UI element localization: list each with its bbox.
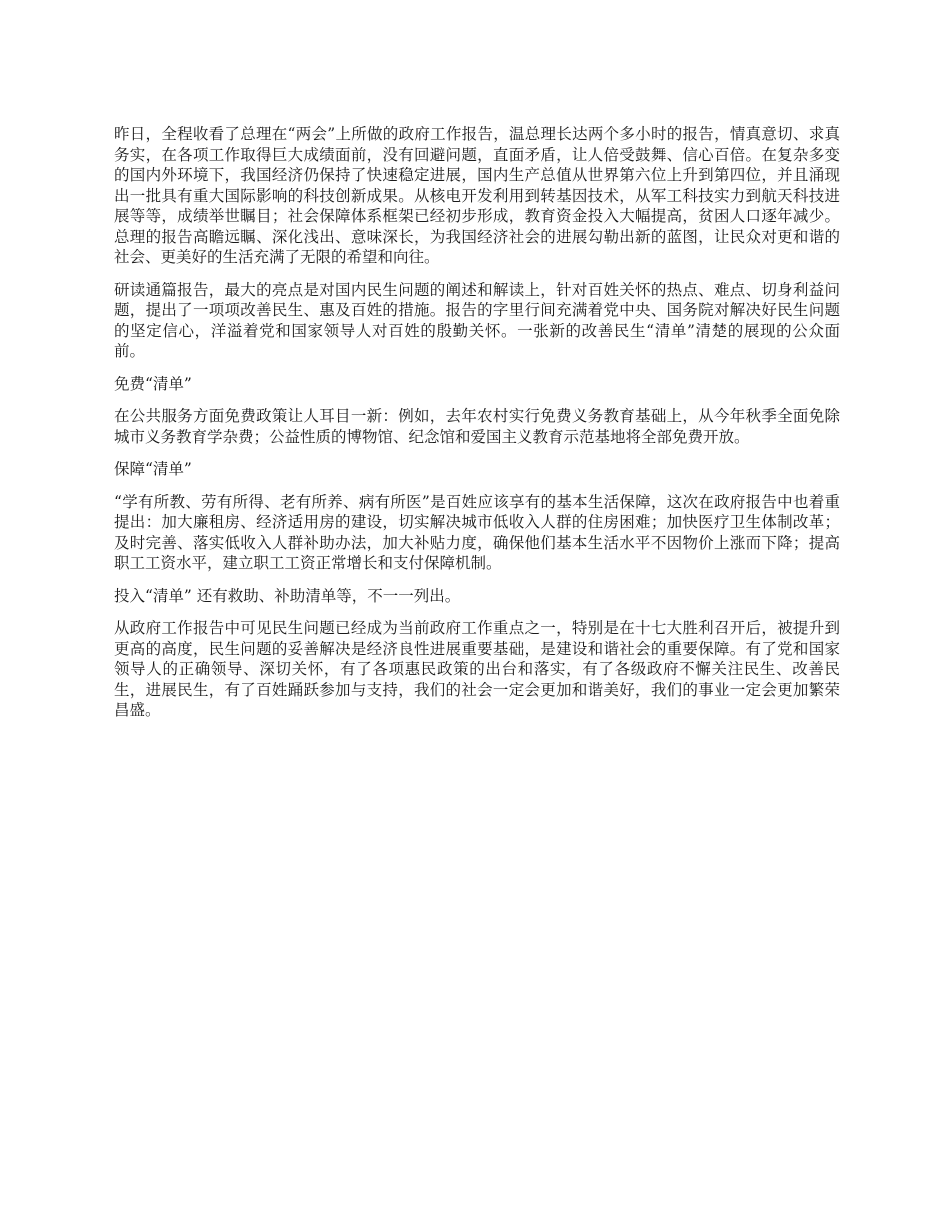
section-heading-guarantee-list: 保障“清单” [114, 460, 192, 478]
document-body [114, 124, 840, 733]
paragraph-conclusion: 从政府工作报告中可见民生问题已经成为当前政府工作重点之一，特别是在十七大胜利召开后，被提升到更高的高度，民生问题的妥善解决是经济良性进展重要基础，是建设和谐社会的重要保障。有了党和国家领导人的正确领导、深切关怀，有了各项惠民政策的出台和落实，有了各级政府不懈关注民生、改善民生，进展民生，有了百姓踊跃参加与支持，我们的社会一定会更加和谐美好，我们的事业一定会更加繁荣昌盛。 [114, 619, 840, 719]
paragraph-intro: 昨日，全程收看了总理在“两会”上所做的政府工作报告，温总理长达两个多小时的报告，情真意切、求真务实，在各项工作取得巨大成绩面前，没有回避问题，直面矛盾，让人倍受鼓舞、信心百倍。在复杂多变的国内外环境下，我国经济仍保持了快速稳定进展，国内生产总值从世界第六位上升到第四位，并且涌现出一批具有重大国际影响的科技创新成果。从核电开发利用到转基因技术，从军工科技实力到航天科技进展等等，成绩举世瞩目；社会保障体系框架已经初步形成，教育资金投入大幅提高，贫困人口逐年减少。总理的报告高瞻远瞩、深化浅出、意味深长，为我国经济社会的进展勾勒出新的蓝图，让民众对更和谐的社会、更美好的生活充满了无限的希望和向往。 [114, 125, 840, 266]
section-heading-free-list: 免费“清单” [114, 374, 192, 393]
paragraph-guarantee-list: “学有所教、劳有所得、老有所养、病有所医”是百姓应该享有的基本生活保障，这次在政府报告中也着重提出：加大廉租房、经济适用房的建设，切实解决城市低收入人群的住房困难；加快医疗卫生体制改革；及时完善、落实低收入人群补助办法，加大补贴力度，确保他们基本生活水平不因物价上涨而下降；提高职工工资水平，建立职工工资正常增长和支付保障机制。 [114, 492, 840, 572]
paragraph-investment-list: 投入“清单” 还有救助、补助清单等，不一一列出。 [114, 586, 461, 605]
paragraph-free-list: 在公共服务方面免费政策让人耳目一新：例如，去年农村实行免费义务教育基础上，从今年秋季全面免除城市义务教育学杂费；公益性质的博物馆、纪念馆和爱国主义教育示范基地将全部免费开放。 [114, 407, 840, 446]
paragraph-highlights: 研读通篇报告，最大的亮点是对国内民生问题的阐述和解读上，针对百姓关怀的热点、难点、切身利益问题，提出了一项项改善民生、惠及百姓的措施。报告的字里行间充满着党中央、国务院对解决好民生问题的坚定信心，洋溢着党和国家领导人对百姓的殷勤关怀。一张新的改善民生“清单”清楚的展现的公众面前。 [114, 280, 840, 360]
